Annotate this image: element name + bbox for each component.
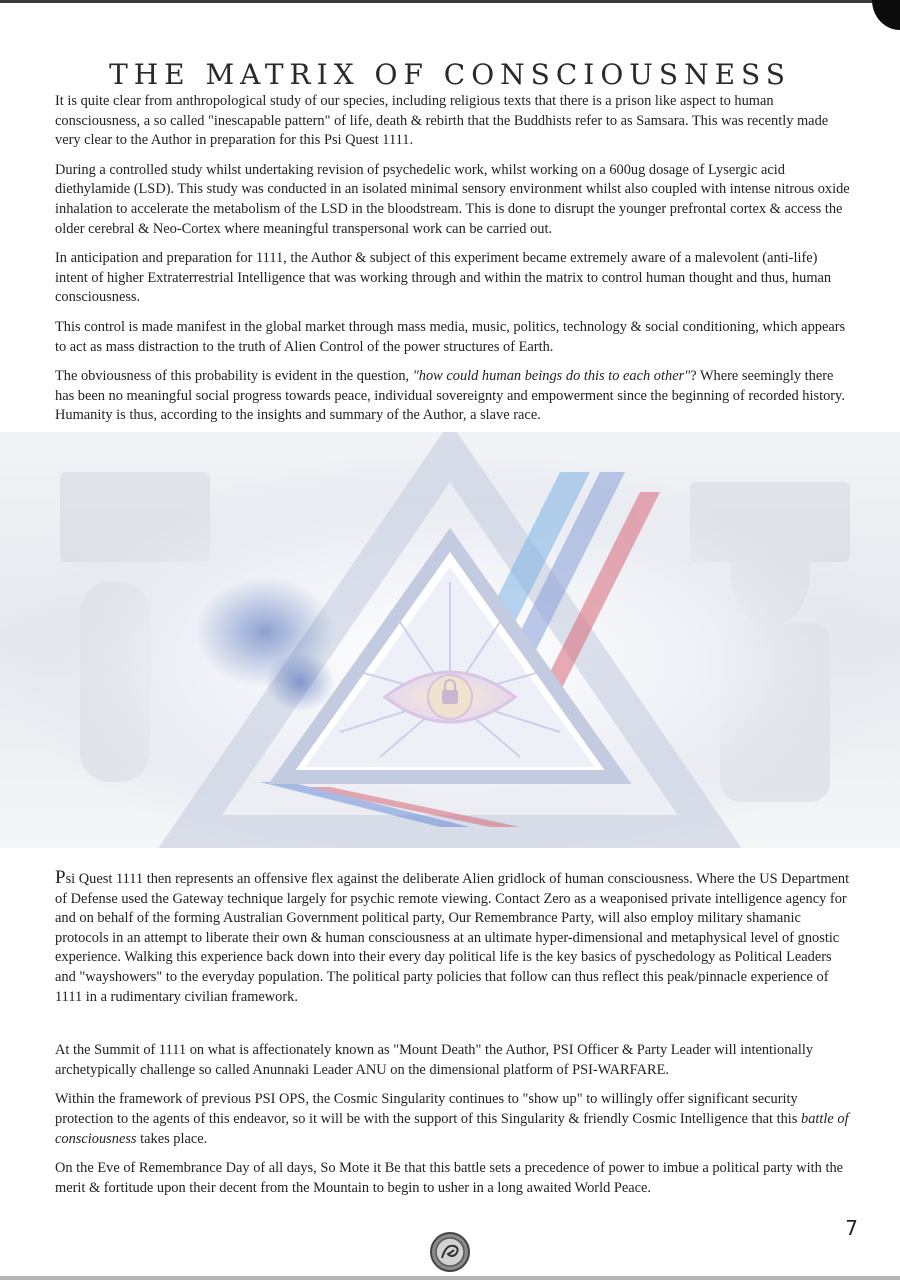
question-quote: "how could human beings do this to each other" — [412, 368, 691, 385]
paragraph-psi-quest: Psi Quest 1111 then represents an offensive flex against the deliberate Alien gridlock of human consciousness. Where the US Department of Defense used the Gateway technique largely for psychic remote viewing. Contact Zero as a weaponised private intelligence agency for and on behalf of the forming Australian Government political party, Our Remembrance Party, will also employ military shamanic protocols in an attempt to liberate their own & human consciousness at an ultimate hyper-dimensional and metaphysical level of gnostic experience. Walking this experience back down into their every day political life is the key basics of pyschedology as Political Leaders and "wayshowers" to the everyday population. The political party policies that follow can thus reflect this peak/pinnacle experience of 1111 in a rudimentary civilian framework. — [55, 867, 850, 1005]
paragraph-question: The obviousness of this probability is evident in the question, "how could human beings do this to each other"? Where seemingly there has been no meaningful social progress towards peace, individual sovereignty and empowerment since the beginning of recorded history. Humanity is thus, according to the insights and summary of the Author, a slave race. — [55, 368, 845, 424]
paragraph-summit: At the Summit of 1111 on what is affectionately known as "Mount Death" the Author, PSI Officer & Party Leader will intentionally archetypically challenge so called Anunnaki Leader ANU on the dimensional platform of PSI-WARFARE. — [55, 1042, 814, 1078]
eye-in-pyramid-illustration — [0, 432, 900, 848]
bottom-border — [0, 1276, 900, 1280]
paragraph-anticipation: In anticipation and preparation for 1111, the Author & subject of this experiment became extremely aware of a malevolent (anti-life) intent of higher Extraterrestrial Intelligence that was working through and within the matrix to control human thought and thus, human consciousness. — [55, 250, 832, 306]
paragraph-control: This control is made manifest in the global market through mass media, music, politics, technology & social conditioning, which appears to act as mass distraction to the truth of Alien Control of the power structures of Earth. — [55, 318, 846, 355]
paragraph-lsd-study: During a controlled study whilst undertaking revision of psychedelic work, whilst working on a 600ug dosage of Lysergic acid diethylamide (LSD). This study was conducted in an isolated minimal sensory environment whilst also coupled with intense nitrous oxide inhalation to accelerate the metabolism of the LSD in the bloodstream. This is done to disrupt the younger prefrontal cortex & access the older cerebral & Neo-Cortex where meaningful transpersonal work can be carried out. — [55, 161, 850, 237]
battle-phrase: battle of consciousness — [55, 1110, 849, 1147]
dragon-emblem-icon — [430, 1232, 470, 1272]
paragraph-eve: On the Eve of Remembrance Day of all days, So Mote it Be that this battle sets a precedence of power to imbue a political party with the merit & fortitude upon their decent from the Mountain to begin to usher in a long awaited World Peace. — [55, 1160, 844, 1196]
drop-cap: P — [55, 867, 66, 888]
paragraph-samsara: It is quite clear from anthropological study of our species, including religious texts that there is a prison like aspect to human consciousness, a so called "inescapable pattern" of life, death & rebirth that the Buddhists refer to as Samsara. This was recently made very clear to the Author in preparation for this Psi Quest 1111. — [55, 93, 829, 149]
paragraph-framework: Within the framework of previous PSI OPS, the Cosmic Singularity continues to "show up" to willingly offer significant security protection to the agents of this endeavor, so it will be with the support of this Singularity & friendly Cosmic Intelligence that this battle of consciousness takes place. — [55, 1091, 849, 1147]
page-number: 7 — [845, 1216, 858, 1240]
psi-quest-text — [55, 868, 850, 1208]
page-corner — [872, 0, 900, 30]
top-border — [0, 0, 880, 3]
intro-text — [55, 92, 850, 436]
page-title: THE MATRIX OF CONSCIOUSNESS — [109, 58, 791, 91]
